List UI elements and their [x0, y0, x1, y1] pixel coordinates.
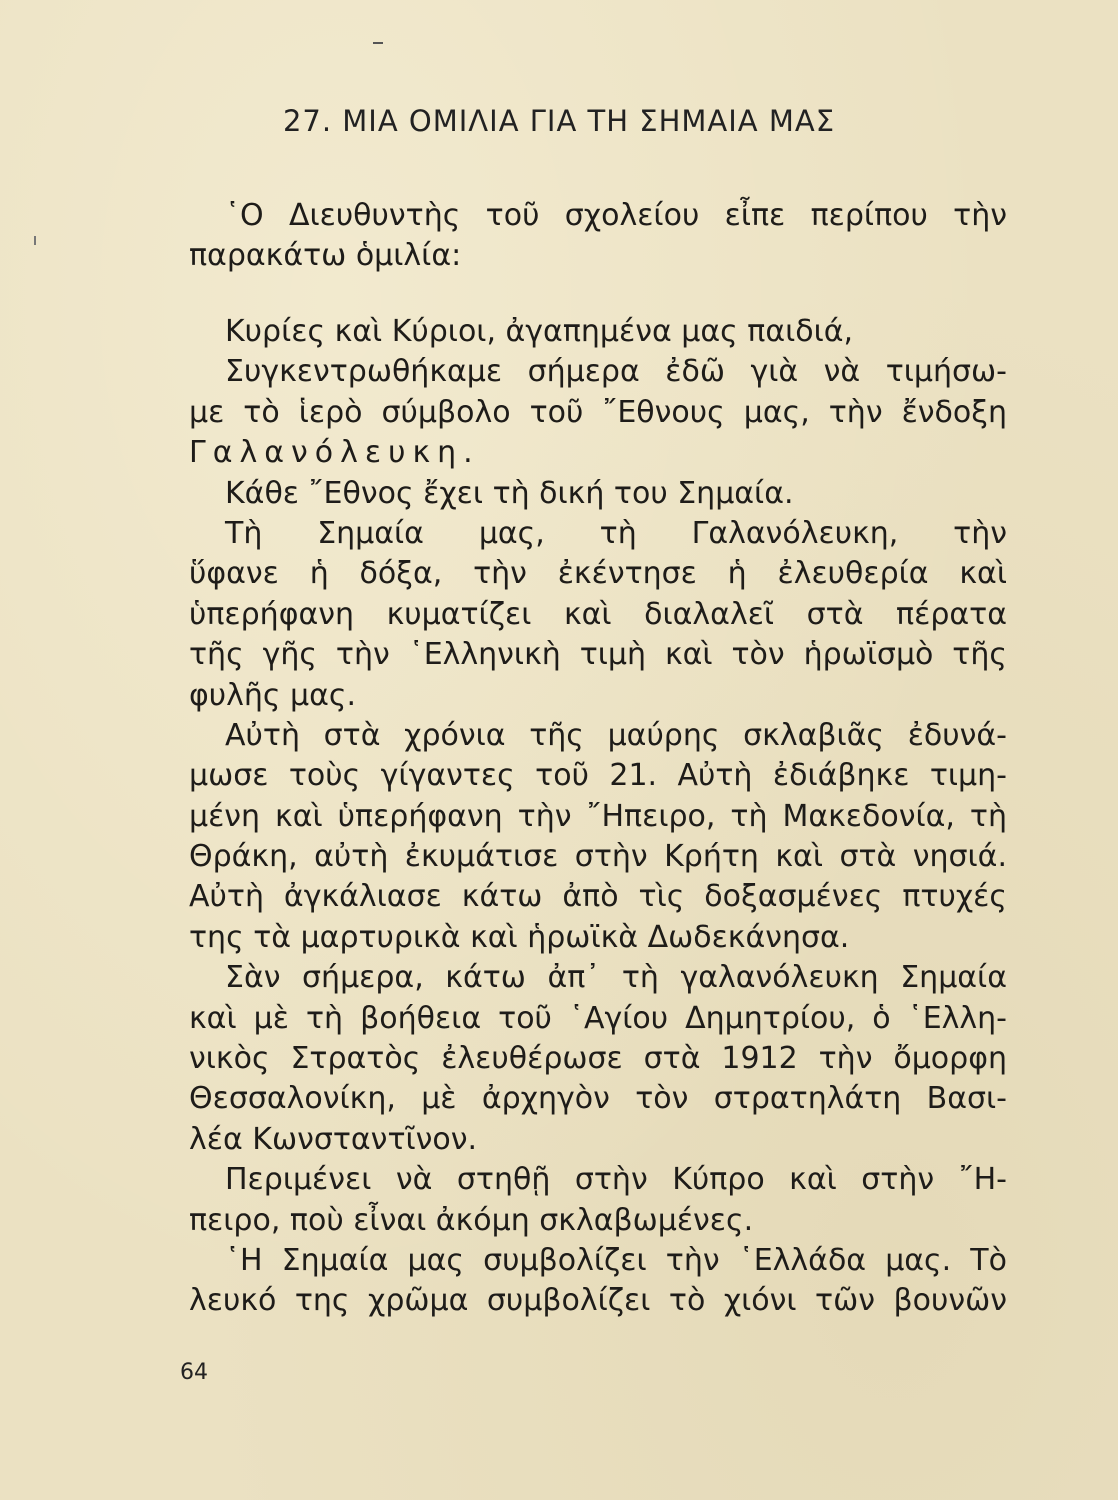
text-line: ὑπερήφανη κυματίζει καὶ διαλαλεῖ στὰ πέρατα: [189, 596, 1007, 632]
text-line: φυλῆς μας.: [189, 677, 357, 713]
text-line: Αὐτὴ ἀγκάλιασε κάτω ἀπὸ τὶς δοξασμένες πτυχές: [189, 879, 1007, 915]
text-line: Θράκη, αὐτὴ ἐκυμάτισε στὴν Κρήτη καὶ στὰ νησιά.: [189, 839, 1007, 875]
text-line: ὕφανε ἡ δόξα, τὴν ἐκέντησε ἡ ἐλευθερία καὶ: [189, 556, 1007, 592]
page-number: 64: [180, 1360, 208, 1385]
text-line: Γαλανόλευκη.: [189, 435, 480, 471]
intro-paragraph: [189, 196, 1007, 277]
text-line: λέα Κωνσταντῖνον.: [189, 1121, 478, 1157]
print-mark: [373, 42, 383, 44]
greeting-line: Κυρίες καὶ Κύριοι, ἀγαπημένα μας παιδιά,: [225, 314, 854, 349]
text-line: Κάθε ῎Εθνος ἔχει τὴ δική του Σημαία.: [225, 475, 794, 511]
chapter-title: 27. ΜΙΑ ΟΜΙΛΙΑ ΓΙΑ ΤΗ ΣΗΜΑΙΑ ΜΑΣ: [282, 104, 836, 138]
text-line: Τὴ Σημαία μας, τὴ Γαλανόλευκη, τὴν: [225, 515, 1007, 551]
text-line: πειρο, ποὺ εἶναι ἀκόμη σκλαβωμένες.: [189, 1202, 754, 1238]
text-line: τῆς γῆς τὴν ῾Ελληνικὴ τιμὴ καὶ τὸν ἡρωϊσμὸ τῆς: [189, 637, 1007, 673]
text-line: Σὰν σήμερα, κάτω ἀπ᾽ τὴ γαλανόλευκη Σημαία: [225, 960, 1007, 996]
text-line: Συγκεντρωθήκαμε σήμερα ἐδῶ γιὰ νὰ τιμήσω-: [225, 354, 1007, 390]
text-line: νικὸς Στρατὸς ἐλευθέρωσε στὰ 1912 τὴν ὄμορφη: [189, 1041, 1007, 1077]
text-line: με τὸ ἱερὸ σύμβολο τοῦ ῎Εθνους μας, τὴν ἔνδοξη: [189, 394, 1007, 430]
text-line: ῾Η Σημαία μας συμβολίζει τὴν ῾Ελλάδα μας. Τὸ: [225, 1242, 1007, 1278]
text-line: παρακάτω ὁμιλία:: [189, 238, 462, 274]
text-line: καὶ μὲ τὴ βοήθεια τοῦ ῾Αγίου Δημητρίου, ὁ ῾Ελλη-: [189, 1000, 1007, 1036]
text-line: Περιμένει νὰ στηθῇ στὴν Κύπρο καὶ στὴν ῎Η-: [225, 1162, 1007, 1198]
text-line: λευκό της χρῶμα συμβολίζει τὸ χιόνι τῶν βουνῶν: [189, 1283, 1007, 1319]
text-line: της τὰ μαρτυρικὰ καὶ ἡρωϊκὰ Δωδεκάνησα.: [189, 919, 850, 955]
text-line: ῾Ο Διευθυντὴς τοῦ σχολείου εἶπε περίπου τὴν: [225, 198, 1007, 233]
text-line: μωσε τοὺς γίγαντες τοῦ 21. Αὐτὴ ἐδιάβηκε τιμη-: [189, 758, 1007, 794]
speech-body: [189, 312, 1007, 1322]
margin-mark: [34, 236, 36, 245]
text-line: μένη καὶ ὑπερήφανη τὴν ῎Ηπειρο, τὴ Μακεδονία, τὴ: [189, 798, 1007, 834]
text-line: Θεσσαλονίκη, μὲ ἀρχηγὸν τὸν στρατηλάτη Βασι-: [189, 1081, 1007, 1117]
text-line: Αὐτὴ στὰ χρόνια τῆς μαύρης σκλαβιᾶς ἐδυνά-: [225, 717, 1007, 753]
